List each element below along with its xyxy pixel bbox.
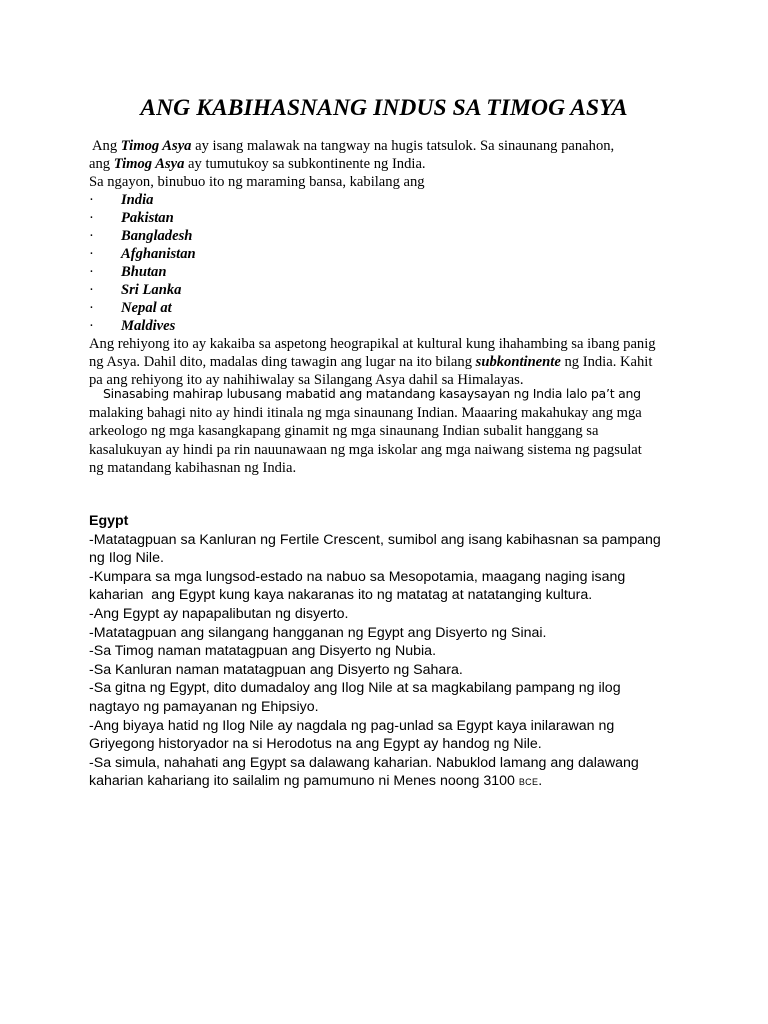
egypt-line: -Sa simula, nahahati ang Egypt sa dalawang kaharian. Nabuklod lamang ang dalawang bbox=[89, 754, 639, 771]
para2-line-2 bbox=[89, 353, 709, 371]
para3-line-2: malaking bahagi nito ay hindi itinala ng mga sinaunang Indian. Maaaring makahukay ang mga bbox=[89, 404, 642, 421]
list-item bbox=[89, 299, 709, 317]
document-title: ANG KABIHASNANG INDUS SA TIMOG ASYA bbox=[140, 95, 628, 121]
emphasis-subkontinente: subkontinente bbox=[475, 354, 561, 370]
egypt-line: Griyegong historyador na si Herodotus na ang Egypt ay handog ng Nile. bbox=[89, 736, 542, 753]
history-paragraph bbox=[89, 385, 729, 478]
para-text: ng Asya. Dahil dito, madalas ding tawagin ang lugar na ito bilang bbox=[89, 354, 476, 370]
bullet-icon: · bbox=[89, 282, 94, 298]
bullet-icon: · bbox=[89, 228, 94, 244]
egypt-line: -Matatagpuan ang silangang hangganan ng Egypt ang Disyerto ng Sinai. bbox=[89, 624, 547, 641]
list-item bbox=[89, 227, 709, 245]
intro-line-1 bbox=[89, 137, 709, 155]
bullet-icon: · bbox=[89, 300, 94, 316]
egypt-line: nagtayo ng pamayanan ng Ehipsiyo. bbox=[89, 698, 319, 715]
list-item bbox=[89, 209, 709, 227]
egypt-line: kaharian ang Egypt kung kaya nakaranas ito ng matatag at natatanging kultura. bbox=[89, 587, 593, 604]
country-name: Bhutan bbox=[121, 264, 167, 280]
para-text: ng India. Kahit bbox=[560, 354, 653, 370]
country-name: Sri Lanka bbox=[121, 282, 182, 298]
egypt-line: -Sa Timog naman matatagpuan ang Disyerto ng Nubia. bbox=[89, 643, 437, 660]
para2-line-1: Ang rehiyong ito ay kakaiba sa aspetong heograpikal at kultural kung ihahambing sa ibang panig bbox=[89, 336, 656, 352]
egypt-line: -Matatagpuan sa Kanluran ng Fertile Crescent, sumibol ang isang kabihasnan sa pampang bbox=[89, 531, 661, 548]
intro-line-2 bbox=[89, 155, 709, 173]
country-name: Pakistan bbox=[121, 210, 174, 226]
egypt-last-line bbox=[89, 772, 729, 792]
country-name: Maldives bbox=[121, 318, 176, 334]
bullet-icon: · bbox=[89, 192, 94, 208]
list-item bbox=[89, 191, 709, 209]
intro-text: Ang bbox=[92, 138, 121, 154]
list-item bbox=[89, 317, 709, 335]
emphasis-timog-asya: Timog Asya bbox=[120, 138, 192, 154]
country-name: India bbox=[121, 192, 154, 208]
para2-line-3: pa ang rehiyong ito ay nahihiwalay sa Silangang Asya dahil sa Himalayas. bbox=[89, 372, 524, 388]
intro-section bbox=[89, 137, 709, 389]
bullet-icon: · bbox=[89, 264, 94, 280]
era-abbreviation: BCE bbox=[518, 777, 539, 788]
bullet-icon: · bbox=[89, 210, 94, 226]
country-list bbox=[89, 191, 709, 335]
egypt-line: -Sa gitna ng Egypt, dito dumadaloy ang Ilog Nile at sa magkabilang pampang ng ilog bbox=[89, 680, 621, 697]
egypt-line: -Kumpara sa mga lungsod-estado na nabuo sa Mesopotamia, maagang naging isang bbox=[89, 568, 626, 585]
egypt-line: -Sa Kanluran naman matatagpuan ang Disyerto ng Sahara. bbox=[89, 661, 463, 678]
emphasis-timog-asya: Timog Asya bbox=[113, 156, 185, 172]
country-name: Afghanistan bbox=[121, 246, 196, 262]
egypt-heading: Egypt bbox=[89, 513, 129, 529]
country-name: Nepal at bbox=[121, 300, 172, 316]
egypt-line: -Ang Egypt ay napapalibutan ng disyerto. bbox=[89, 605, 349, 622]
country-name: Bangladesh bbox=[121, 228, 193, 244]
bullet-icon: · bbox=[89, 318, 94, 334]
egypt-section bbox=[89, 512, 729, 792]
para3-line-3: arkeologo ng mga kasangkapang ginamit ng mga sinaunang Indian subalit hanggang sa bbox=[89, 423, 599, 439]
list-item bbox=[89, 281, 709, 299]
list-item bbox=[89, 263, 709, 281]
intro-line-3: Sa ngayon, binubuo ito ng maraming bansa, kabilang ang bbox=[89, 174, 425, 190]
intro-text: ang bbox=[89, 156, 114, 172]
intro-text: ay isang malawak na tangway na hugis tatsulok. Sa sinaunang panahon, bbox=[191, 138, 615, 154]
para3-line-5: ng matandang kabihasnan ng India. bbox=[89, 460, 297, 476]
egypt-line: -Ang biyaya hatid ng Ilog Nile ay nagdala ng pag-unlad sa Egypt kaya inilarawan ng bbox=[89, 717, 615, 734]
intro-text: ay tumutukoy sa subkontinente ng India. bbox=[184, 156, 426, 172]
egypt-text: . bbox=[538, 773, 543, 790]
para3-line-4: kasalukuyan ay hindi pa rin nauunawaan ng mga iskolar ang mga naiwang sistema ng pagsulat bbox=[89, 441, 642, 458]
bullet-icon: · bbox=[89, 246, 94, 262]
egypt-line: ng Ilog Nile. bbox=[89, 550, 164, 567]
para3-line-1: Sinasabing mahirap lubusang mabatid ang matandang kasaysayan ng India lalo pa’t ang bbox=[103, 386, 641, 401]
list-item bbox=[89, 245, 709, 263]
egypt-text: kaharian kahariang ito sailalim ng pamumuno ni Menes noong 3100 bbox=[89, 773, 519, 790]
